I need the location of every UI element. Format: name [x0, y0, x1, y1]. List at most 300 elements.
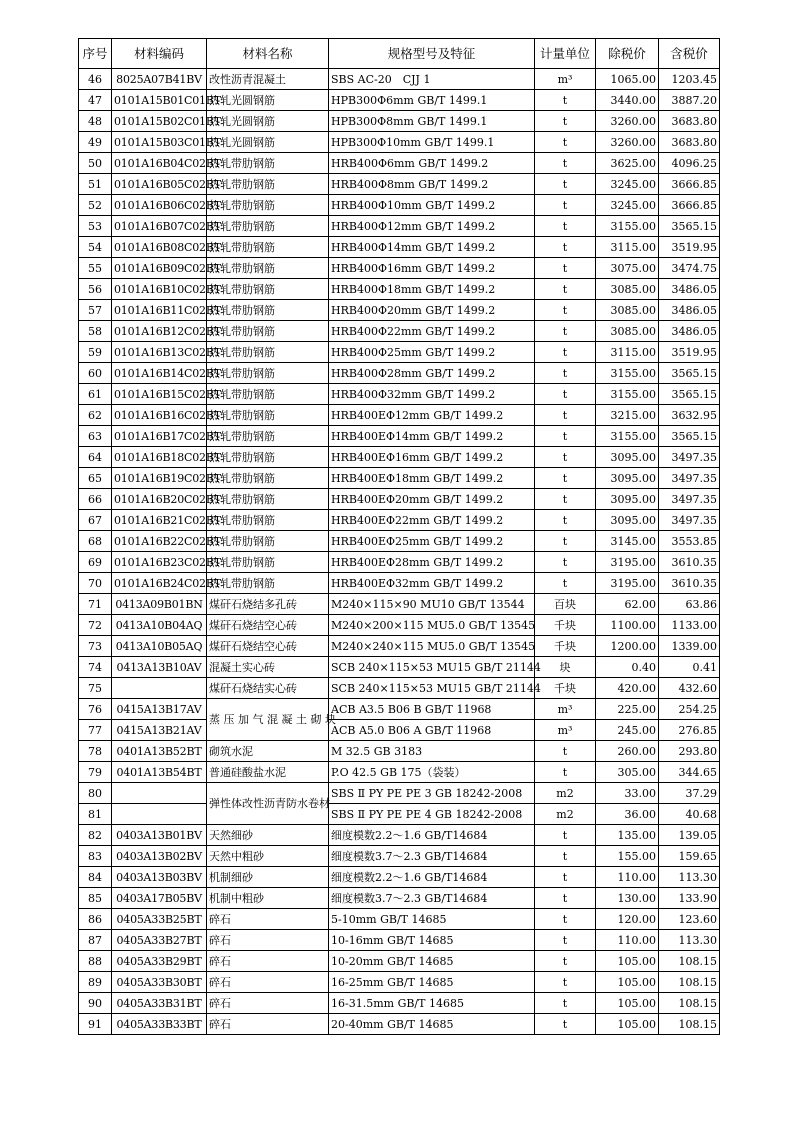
row-material-name: 热轧带肋钢筋 [207, 384, 329, 405]
row-seq: 55 [79, 258, 112, 279]
row-price-taxed: 108.15 [659, 951, 720, 972]
row-spec: 16-31.5mm GB/T 14685 [329, 993, 535, 1014]
table-row [79, 489, 720, 510]
row-seq: 90 [79, 993, 112, 1014]
row-material-name: 热轧带肋钢筋 [207, 510, 329, 531]
row-seq: 68 [79, 531, 112, 552]
row-unit: t [535, 258, 596, 279]
row-material-code: 0101A16B13C02BT [112, 342, 207, 363]
row-price-taxed: 139.05 [659, 825, 720, 846]
row-unit: t [535, 132, 596, 153]
row-material-name: 煤矸石烧结多孔砖 [207, 594, 329, 615]
row-material-code: 0405A33B33BT [112, 1014, 207, 1035]
row-spec: 细度模数3.7～2.3 GB/T14684 [329, 888, 535, 909]
table-row [79, 531, 720, 552]
row-material-name: 碎石 [207, 930, 329, 951]
row-unit: 千块 [535, 636, 596, 657]
row-price-taxed: 3497.35 [659, 468, 720, 489]
table-row [79, 573, 720, 594]
row-price-taxed: 133.90 [659, 888, 720, 909]
row-price-pretax: 3245.00 [596, 174, 659, 195]
row-price-pretax: 225.00 [596, 699, 659, 720]
row-spec: HRB400Φ14mm GB/T 1499.2 [329, 237, 535, 258]
row-price-pretax: 155.00 [596, 846, 659, 867]
table-row [79, 552, 720, 573]
table-row [79, 111, 720, 132]
table-row [79, 237, 720, 258]
table-row [79, 762, 720, 783]
row-price-pretax: 3195.00 [596, 552, 659, 573]
header-code: 材料编码 [112, 39, 207, 69]
row-unit: t [535, 279, 596, 300]
row-spec: ACB A3.5 B06 B GB/T 11968 [329, 699, 535, 720]
row-material-name: 热轧光圆钢筋 [207, 90, 329, 111]
row-unit: t [535, 552, 596, 573]
table-row [79, 972, 720, 993]
row-spec: ACB A5.0 B06 A GB/T 11968 [329, 720, 535, 741]
row-price-pretax: 3095.00 [596, 510, 659, 531]
row-price-pretax: 3075.00 [596, 258, 659, 279]
row-material-name: 碎石 [207, 951, 329, 972]
row-material-name: 碎石 [207, 993, 329, 1014]
row-price-taxed: 3486.05 [659, 300, 720, 321]
row-seq: 83 [79, 846, 112, 867]
row-price-taxed: 4096.25 [659, 153, 720, 174]
row-unit: t [535, 489, 596, 510]
row-seq: 70 [79, 573, 112, 594]
row-seq: 87 [79, 930, 112, 951]
table-row [79, 384, 720, 405]
table-row [79, 174, 720, 195]
row-spec: 细度模数2.2～1.6 GB/T14684 [329, 825, 535, 846]
row-spec: HPB300Φ8mm GB/T 1499.1 [329, 111, 535, 132]
table-row [79, 846, 720, 867]
row-material-code: 0405A33B31BT [112, 993, 207, 1014]
row-unit: t [535, 762, 596, 783]
row-unit: t [535, 972, 596, 993]
row-price-pretax: 3145.00 [596, 531, 659, 552]
row-material-name: 煤矸石烧结空心砖 [207, 615, 329, 636]
row-price-taxed: 3610.35 [659, 552, 720, 573]
row-unit: t [535, 1014, 596, 1035]
row-spec: 10-20mm GB/T 14685 [329, 951, 535, 972]
row-spec: 20-40mm GB/T 14685 [329, 1014, 535, 1035]
row-spec: SBS Ⅱ PY PE PE 4 GB 18242-2008 [329, 804, 535, 825]
table-row [79, 888, 720, 909]
table-row [79, 216, 720, 237]
row-price-pretax: 110.00 [596, 930, 659, 951]
row-material-code: 0101A16B20C02BT [112, 489, 207, 510]
row-price-pretax: 3095.00 [596, 489, 659, 510]
row-seq: 76 [79, 699, 112, 720]
row-price-taxed: 3486.05 [659, 279, 720, 300]
row-spec: HRB400EΦ14mm GB/T 1499.2 [329, 426, 535, 447]
row-price-pretax: 3155.00 [596, 216, 659, 237]
row-material-code: 0101A16B24C02BT [112, 573, 207, 594]
row-material-code: 0413A10B04AQ [112, 615, 207, 636]
row-material-code: 0405A33B27BT [112, 930, 207, 951]
row-seq: 72 [79, 615, 112, 636]
header-name: 材料名称 [207, 39, 329, 69]
row-unit: t [535, 153, 596, 174]
row-unit: t [535, 825, 596, 846]
row-price-taxed: 159.65 [659, 846, 720, 867]
header-price-taxed: 含税价 [659, 39, 720, 69]
row-material-name: 机制中粗砂 [207, 888, 329, 909]
row-material-code: 0101A16B22C02BT [112, 531, 207, 552]
row-unit: t [535, 867, 596, 888]
row-material-name: 砌筑水泥 [207, 741, 329, 762]
row-price-pretax: 245.00 [596, 720, 659, 741]
table-row [79, 90, 720, 111]
row-seq: 59 [79, 342, 112, 363]
row-price-taxed: 276.85 [659, 720, 720, 741]
row-material-code: 0101A15B03C01BT [112, 132, 207, 153]
row-spec: HRB400EΦ28mm GB/T 1499.2 [329, 552, 535, 573]
row-seq: 78 [79, 741, 112, 762]
row-material-code: 0403A13B02BV [112, 846, 207, 867]
row-material-code: 0413A09B01BN [112, 594, 207, 615]
row-seq: 79 [79, 762, 112, 783]
row-unit: t [535, 426, 596, 447]
row-spec: HRB400Φ8mm GB/T 1499.2 [329, 174, 535, 195]
row-seq: 73 [79, 636, 112, 657]
row-price-taxed: 0.41 [659, 657, 720, 678]
row-material-name: 热轧带肋钢筋 [207, 174, 329, 195]
row-material-name: 蒸 压 加 气 混 凝 土 砌 块 [207, 699, 329, 741]
row-material-code: 0403A13B01BV [112, 825, 207, 846]
row-material-name: 弹性体改性沥青防水卷材 [207, 783, 329, 825]
row-price-taxed: 3519.95 [659, 237, 720, 258]
row-spec: HRB400Φ22mm GB/T 1499.2 [329, 321, 535, 342]
row-material-code: 0101A16B23C02BT [112, 552, 207, 573]
row-price-taxed: 123.60 [659, 909, 720, 930]
row-price-taxed: 293.80 [659, 741, 720, 762]
row-spec: SCB 240×115×53 MU15 GB/T 21144 [329, 657, 535, 678]
row-unit: t [535, 909, 596, 930]
row-seq: 88 [79, 951, 112, 972]
row-unit: t [535, 573, 596, 594]
row-seq: 47 [79, 90, 112, 111]
table-row [79, 132, 720, 153]
row-price-pretax: 105.00 [596, 993, 659, 1014]
row-seq: 62 [79, 405, 112, 426]
row-material-code: 0405A33B30BT [112, 972, 207, 993]
row-unit: m2 [535, 804, 596, 825]
row-material-code: 0101A16B04C02BT [112, 153, 207, 174]
row-material-name: 天然细砂 [207, 825, 329, 846]
row-material-name: 热轧光圆钢筋 [207, 111, 329, 132]
row-unit: t [535, 237, 596, 258]
row-material-name: 热轧带肋钢筋 [207, 321, 329, 342]
row-price-taxed: 432.60 [659, 678, 720, 699]
row-unit: t [535, 930, 596, 951]
row-unit: t [535, 321, 596, 342]
table-row [79, 930, 720, 951]
table-row [79, 426, 720, 447]
row-price-pretax: 33.00 [596, 783, 659, 804]
row-price-pretax: 3085.00 [596, 279, 659, 300]
row-price-taxed: 3565.15 [659, 216, 720, 237]
table-row [79, 69, 720, 90]
table-row [79, 1014, 720, 1035]
row-material-name: 热轧带肋钢筋 [207, 216, 329, 237]
row-seq: 53 [79, 216, 112, 237]
row-seq: 86 [79, 909, 112, 930]
row-price-pretax: 3155.00 [596, 384, 659, 405]
row-price-taxed: 40.68 [659, 804, 720, 825]
table-row [79, 657, 720, 678]
row-material-name: 热轧带肋钢筋 [207, 237, 329, 258]
row-unit: 千块 [535, 678, 596, 699]
row-material-name: 热轧带肋钢筋 [207, 405, 329, 426]
row-unit: m³ [535, 720, 596, 741]
row-price-pretax: 62.00 [596, 594, 659, 615]
row-material-name: 碎石 [207, 909, 329, 930]
row-spec: 16-25mm GB/T 14685 [329, 972, 535, 993]
row-price-pretax: 305.00 [596, 762, 659, 783]
row-seq: 52 [79, 195, 112, 216]
row-price-taxed: 3887.20 [659, 90, 720, 111]
table-row [79, 615, 720, 636]
row-seq: 50 [79, 153, 112, 174]
row-spec: SCB 240×115×53 MU15 GB/T 21144 [329, 678, 535, 699]
table-row [79, 195, 720, 216]
row-material-code: 0415A13B17AV [112, 699, 207, 720]
table-row [79, 342, 720, 363]
row-price-pretax: 36.00 [596, 804, 659, 825]
row-material-name: 热轧带肋钢筋 [207, 552, 329, 573]
header-spec: 规格型号及特征 [329, 39, 535, 69]
header-row [79, 39, 720, 69]
row-price-pretax: 1200.00 [596, 636, 659, 657]
table-row [79, 300, 720, 321]
row-seq: 81 [79, 804, 112, 825]
row-seq: 61 [79, 384, 112, 405]
row-seq: 71 [79, 594, 112, 615]
row-unit: t [535, 216, 596, 237]
row-material-name: 普通硅酸盐水泥 [207, 762, 329, 783]
row-price-taxed: 113.30 [659, 930, 720, 951]
row-material-code: 0401A13B52BT [112, 741, 207, 762]
row-unit: t [535, 447, 596, 468]
row-seq: 66 [79, 489, 112, 510]
row-material-name: 煤矸石烧结实心砖 [207, 678, 329, 699]
row-price-taxed: 3565.15 [659, 384, 720, 405]
row-unit: m2 [535, 783, 596, 804]
row-material-code: 0403A17B05BV [112, 888, 207, 909]
row-seq: 65 [79, 468, 112, 489]
row-material-code: 0401A13B54BT [112, 762, 207, 783]
row-material-code: 0101A16B09C02BT [112, 258, 207, 279]
row-spec: SBS AC-20 CJJ 1 [329, 69, 535, 90]
row-unit: t [535, 531, 596, 552]
row-seq: 89 [79, 972, 112, 993]
row-material-code: 0101A16B10C02BT [112, 279, 207, 300]
row-material-code: 0101A16B11C02BT [112, 300, 207, 321]
row-price-taxed: 3666.85 [659, 174, 720, 195]
row-price-pretax: 3625.00 [596, 153, 659, 174]
row-unit: t [535, 300, 596, 321]
row-price-taxed: 1339.00 [659, 636, 720, 657]
row-unit: t [535, 510, 596, 531]
table-row [79, 153, 720, 174]
row-spec: HRB400Φ20mm GB/T 1499.2 [329, 300, 535, 321]
header-seq: 序号 [79, 39, 112, 69]
table-row [79, 909, 720, 930]
row-material-name: 热轧带肋钢筋 [207, 573, 329, 594]
row-price-taxed: 113.30 [659, 867, 720, 888]
row-price-taxed: 3632.95 [659, 405, 720, 426]
row-spec: HRB400Φ32mm GB/T 1499.2 [329, 384, 535, 405]
row-price-taxed: 63.86 [659, 594, 720, 615]
row-seq: 85 [79, 888, 112, 909]
row-spec: HRB400EΦ12mm GB/T 1499.2 [329, 405, 535, 426]
row-spec: 5-10mm GB/T 14685 [329, 909, 535, 930]
row-material-code: 0405A33B29BT [112, 951, 207, 972]
table-row [79, 468, 720, 489]
row-price-pretax: 3095.00 [596, 468, 659, 489]
row-unit: t [535, 741, 596, 762]
row-material-name: 热轧带肋钢筋 [207, 300, 329, 321]
row-material-code: 0101A16B12C02BT [112, 321, 207, 342]
row-seq: 60 [79, 363, 112, 384]
row-material-code: 0101A16B06C02BT [112, 195, 207, 216]
row-spec: HRB400Φ10mm GB/T 1499.2 [329, 195, 535, 216]
row-price-pretax: 3115.00 [596, 237, 659, 258]
row-spec: HRB400EΦ32mm GB/T 1499.2 [329, 573, 535, 594]
row-unit: 千块 [535, 615, 596, 636]
table-row [79, 804, 720, 825]
material-price-table [78, 38, 720, 1035]
row-material-code [112, 783, 207, 804]
row-price-taxed: 3486.05 [659, 321, 720, 342]
row-seq: 74 [79, 657, 112, 678]
table-row [79, 783, 720, 804]
row-unit: t [535, 846, 596, 867]
row-material-code: 8025A07B41BV [112, 69, 207, 90]
row-unit: t [535, 405, 596, 426]
row-seq: 56 [79, 279, 112, 300]
row-price-taxed: 3683.80 [659, 111, 720, 132]
table-row [79, 720, 720, 741]
row-material-name: 热轧带肋钢筋 [207, 195, 329, 216]
row-price-taxed: 3610.35 [659, 573, 720, 594]
row-material-code: 0101A16B14C02BT [112, 363, 207, 384]
table-row [79, 993, 720, 1014]
row-material-name: 碎石 [207, 972, 329, 993]
row-price-pretax: 105.00 [596, 972, 659, 993]
row-seq: 49 [79, 132, 112, 153]
table-body [79, 69, 720, 1035]
table-row [79, 867, 720, 888]
row-material-name: 热轧带肋钢筋 [207, 258, 329, 279]
table-row [79, 594, 720, 615]
row-price-taxed: 3519.95 [659, 342, 720, 363]
row-spec: HRB400Φ16mm GB/T 1499.2 [329, 258, 535, 279]
row-price-pretax: 130.00 [596, 888, 659, 909]
row-material-code: 0101A16B18C02BT [112, 447, 207, 468]
row-unit: t [535, 90, 596, 111]
row-spec: P.O 42.5 GB 175（袋装） [329, 762, 535, 783]
row-material-code: 0413A10B05AQ [112, 636, 207, 657]
row-price-taxed: 3474.75 [659, 258, 720, 279]
row-material-name: 热轧带肋钢筋 [207, 489, 329, 510]
row-price-pretax: 3215.00 [596, 405, 659, 426]
row-material-code: 0405A33B25BT [112, 909, 207, 930]
row-price-taxed: 1203.45 [659, 69, 720, 90]
row-price-taxed: 3497.35 [659, 447, 720, 468]
table-row [79, 699, 720, 720]
row-unit: m³ [535, 69, 596, 90]
table-row [79, 825, 720, 846]
row-seq: 63 [79, 426, 112, 447]
row-material-code: 0101A15B02C01BT [112, 111, 207, 132]
row-price-pretax: 3115.00 [596, 342, 659, 363]
row-material-code: 0101A16B08C02BT [112, 237, 207, 258]
row-unit: t [535, 888, 596, 909]
row-unit: t [535, 342, 596, 363]
row-unit: t [535, 993, 596, 1014]
row-unit: t [535, 468, 596, 489]
row-material-code: 0101A16B16C02BT [112, 405, 207, 426]
row-spec: 细度模数2.2～1.6 GB/T14684 [329, 867, 535, 888]
row-price-taxed: 3666.85 [659, 195, 720, 216]
table-row [79, 363, 720, 384]
row-spec: HRB400Φ12mm GB/T 1499.2 [329, 216, 535, 237]
row-price-pretax: 3440.00 [596, 90, 659, 111]
row-price-pretax: 3195.00 [596, 573, 659, 594]
row-price-taxed: 3553.85 [659, 531, 720, 552]
row-seq: 77 [79, 720, 112, 741]
row-spec: M 32.5 GB 3183 [329, 741, 535, 762]
row-unit: 块 [535, 657, 596, 678]
row-material-code: 0101A15B01C01BT [112, 90, 207, 111]
row-spec: HRB400Φ25mm GB/T 1499.2 [329, 342, 535, 363]
row-unit: t [535, 951, 596, 972]
row-seq: 54 [79, 237, 112, 258]
table-row [79, 678, 720, 699]
row-material-name: 混凝土实心砖 [207, 657, 329, 678]
row-material-name: 热轧带肋钢筋 [207, 531, 329, 552]
row-price-pretax: 260.00 [596, 741, 659, 762]
table-row [79, 279, 720, 300]
row-price-taxed: 3497.35 [659, 489, 720, 510]
row-seq: 64 [79, 447, 112, 468]
row-price-taxed: 108.15 [659, 1014, 720, 1035]
row-spec: M240×240×115 MU5.0 GB/T 13545 [329, 636, 535, 657]
row-price-pretax: 3085.00 [596, 300, 659, 321]
row-spec: HRB400EΦ18mm GB/T 1499.2 [329, 468, 535, 489]
row-material-code: 0101A16B05C02BT [112, 174, 207, 195]
table-row [79, 951, 720, 972]
row-price-taxed: 37.29 [659, 783, 720, 804]
row-material-name: 煤矸石烧结空心砖 [207, 636, 329, 657]
row-price-pretax: 420.00 [596, 678, 659, 699]
row-material-code: 0413A13B10AV [112, 657, 207, 678]
row-price-pretax: 3155.00 [596, 426, 659, 447]
row-price-pretax: 3245.00 [596, 195, 659, 216]
row-spec: HRB400Φ28mm GB/T 1499.2 [329, 363, 535, 384]
row-spec: HPB300Φ6mm GB/T 1499.1 [329, 90, 535, 111]
row-price-pretax: 105.00 [596, 951, 659, 972]
row-price-pretax: 0.40 [596, 657, 659, 678]
row-price-pretax: 120.00 [596, 909, 659, 930]
row-price-taxed: 344.65 [659, 762, 720, 783]
row-material-name: 热轧带肋钢筋 [207, 447, 329, 468]
row-material-code: 0101A16B21C02BT [112, 510, 207, 531]
row-spec: HPB300Φ10mm GB/T 1499.1 [329, 132, 535, 153]
